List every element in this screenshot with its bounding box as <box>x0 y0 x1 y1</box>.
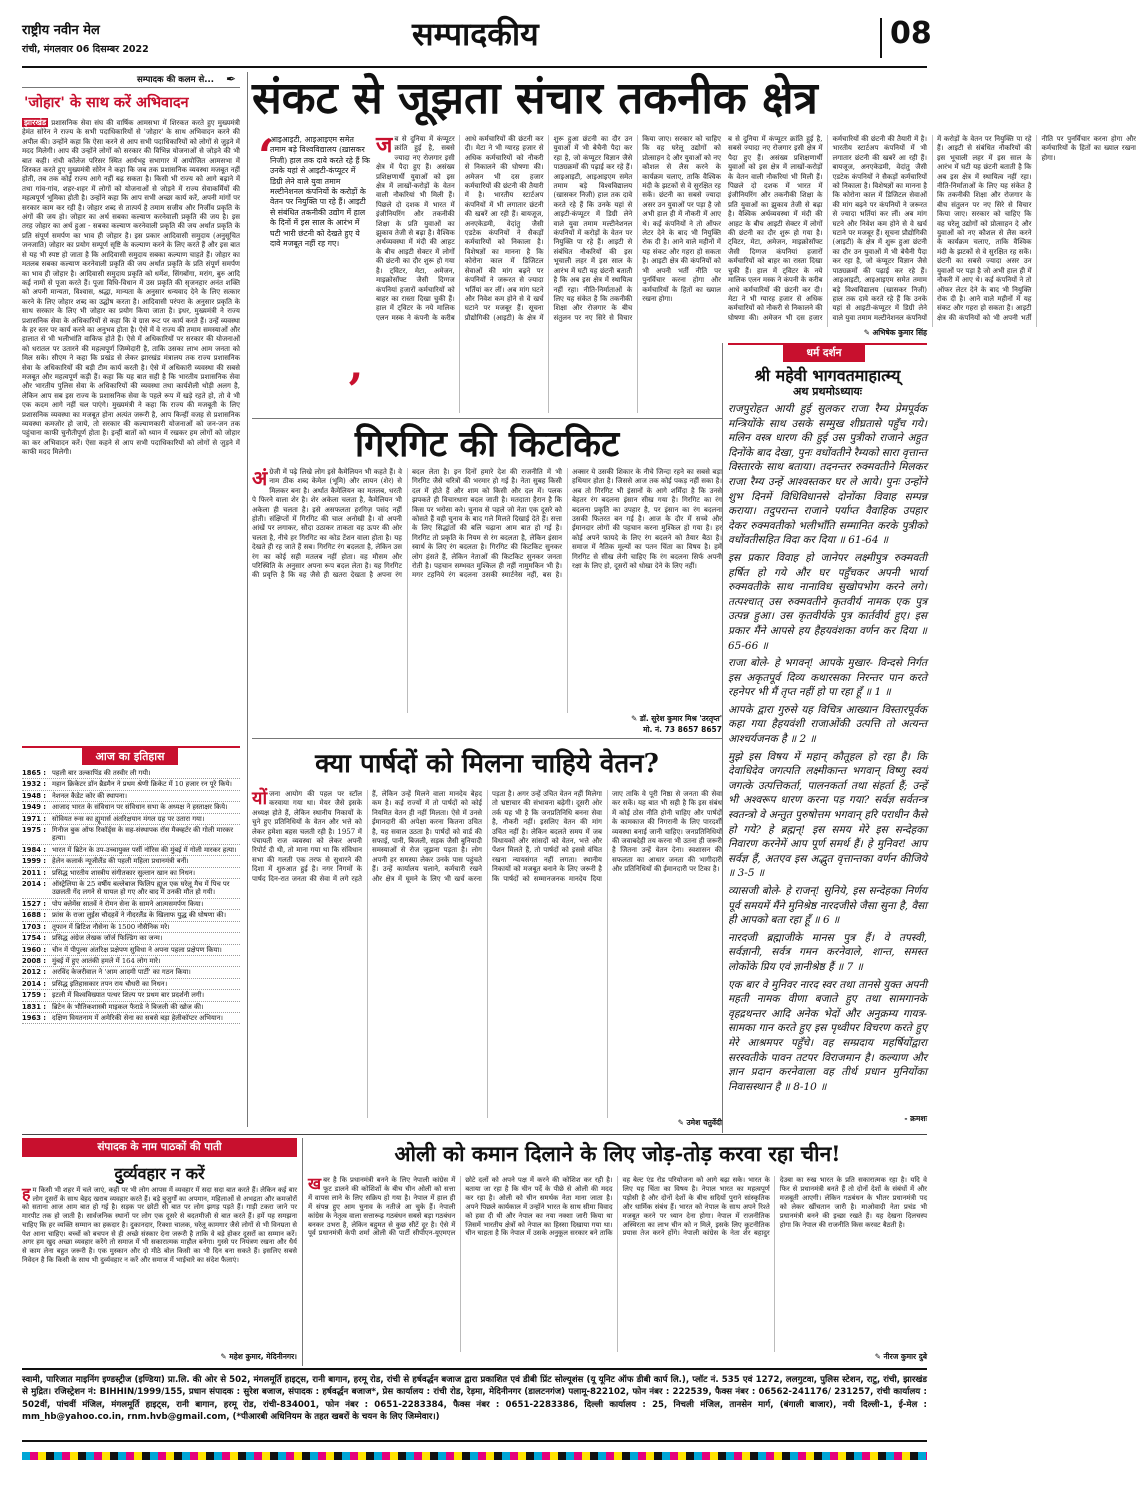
editorial-text: प्रशासनिक सेवा संघ की वार्षिक आमसभा में शिरकत करते हुए मुख्यमंत्री हेमंत सोरेन ने राज्य के सभी पदाधिकारियों से 'जोहार' के साथ अभिवादन करने की अपील की। उन्होंने कहा कि ऐसा करने से आप सभी पदाधिकारियों को लोगों से जुड़ने में मदद मिलेगी। आप की उन्होंने लोगों को सरकार की विभिन्न योजनाओं से जोड़ने की भी बात कही। रांची कॉलेज परिसर स्थित आर्यभट्ट सभागार में आयोजित आमसभा में शिरकत करते हुए मुख्यमंत्री सोरेन ने कहा कि जब तक प्रशासनिक व्यवस्था मजबूत नहीं होती, तब तक कोई राज्य आगे नहीं बढ़ सकता है। किसी भी राज्य को आगे बढ़ाने में तथा गांव-गांव, शहर-शहर में लोगों को योजनाओं से जोड़ने में राज्य सेवाकर्मियों की महत्वपूर्ण भूमिका होती है। उन्होंने कहा कि आप सभी अच्छा कार्य करें, अपनी मांगों पर सरकार काम कर रही है। जोहार शब्द से तात्पर्य है तमाम सजीव और निर्जीव प्रकृति के अंगों की जय हो। जोहार का अर्थ सबका कल्याण करनेवाली प्रकृति की जय है। इस तरह जोहार का अर्थ हुआ - सबका कल्याण करनेवाली प्रकृति की जय अर्थात प्रकृति के प्रति संपूर्ण समर्पण का भाव ही जोहार है। इस प्रकार आदिवासी समुदाय (अनुसूचित जनजाति) जोहार का प्रयोग सम्पूर्ण सृष्टि के कल्याण करने के लिए करते हैं और इस बात से यह भी स्पष्ट हो जाता है कि आदिवासी समुदाय सबका कल्याण चाहते हैं। जोहार का मतलब सबका कल्याण करनेवाली प्रकृति की जय अर्थात प्रकृति के प्रति संपूर्ण समर्पण का भाव ही जोहार है। आदिवासी समुदाय प्रकृति को धर्मेश, सिंगबोंगा, मरांग, बुरु आदि कई नामों से पूजा करते हैं। पूजा विधि-विधान में उस प्रकृति की सृजनहार अनंत शक्ति को अपनी मान्यता, विश्वास, श्रद्धा, मान्यता के अनुसार धन्यवाद देने के लिए सत्कार करने के लिए जोहार शब्द का उद्घोष करता है। आदिवासी परंपरा के अनुसार प्रकृति के साथ सरकार के लिए भी जोहार का प्रयोग किया जाता है। इधर, मुख्यमंत्री ने राज्य प्रशासनिक सेवा के अधिकारियों से कहा कि वे ग्रास रूट पर कार्य करते हैं। उन्हें व्यवस्था के हर स्तर पर कार्य करने का अनुभव होता है। ऐसे में वे राज्य की तमाम समस्याओं और हालात से भी भलीभांति वाकिफ होते हैं। ऐसे में अधिकारियों पर सरकार की योजनाओं को धरातल पर उतारने की महत्वपूर्ण जिम्मेदारी है, ताकि उसका लाभ आम जनता को मिल सके। सीएम ने कहा कि प्रखंड से लेकर झारखंड मंत्रालय तक राज्य प्रशासनिक सेवा के अधिकारियों की बड़ी टीम कार्य करती है। ऐसे में अधिकारी व्यवस्था की सबसे मजबूत और महत्वपूर्ण कड़ी हैं। कहा कि यह बात सही है कि भारतीय प्रशासनिक सेवा और भारतीय पुलिस सेवा के अधिकारियों की व्यवस्था तथा कार्यशैली थोड़ी अलग है, लेकिन आप सब इस राज्य के प्रशासनिक सेवा के पहले रूप में खड़े रहते हो, तो वे भी एक कदम आगे नहीं चल पाएंगे। मुख्यमंत्री ने कहा कि राज्य की मजबूती के लिए प्रशासनिक व्यवस्था का मजबूत होना अत्यंत जरूरी है, आप किन्हीं वजह से प्रशासनिक व्यवस्था कमजोर हो जाये, तो सरकार की कल्याणकारी योजनाओं को जन-जन तक पहुंचाना काफी चुनौतीपूर्ण होता है। इन्हीं बातों को ध्यान में रखकर हम लोगों को जोहार का कर अभिवादन करें। ऐसा कहने से आप सभी पदाधिकारियों को लोगों से जुड़ने में काफी मदद मिलेगी। <box>22 119 240 457</box>
page-number-divider <box>880 18 882 58</box>
main-pullquote <box>252 129 371 417</box>
history-text: ब्रिटेन के भौतिकशास्त्री माइकल फैराडे ने बिजली की खोज की। <box>52 1002 204 1011</box>
history-item <box>22 967 240 978</box>
letters-title: दुर्व्यवहार न करें <box>114 1164 205 1183</box>
history-item <box>22 956 240 967</box>
letters-text: म किसी भी शहर में चले जाएं, कहीं पर भी लोग आपस में व्यवहार में सदा सदा बात करते हैं। लेकिन कई बार लोग दूसरों के साथ बेहद खराब व्यवहार करते हैं। बड़े बुजुर्गों का अपमान, महिलाओं से अभद्रता और कमजोरों को सताना आज आम बात हो गई है। सड़क पर छोटी सी बात पर लोग झगड़ पड़ते हैं। गाड़ी टकरा जाने पर मारपीट तक हो जाती है। सार्वजनिक स्थानों पर लोग एक दूसरे से बदतमीजी से बात करते हैं। हमें यह समझना चाहिए कि हर व्यक्ति सम्मान का हकदार है। दुकानदार, रिक्शा चालक, घरेलू कामगार जैसे लोगों से भी विनम्रता से पेश आना चाहिए। बच्चों को बचपन से ही अच्छे संस्कार देना जरूरी है ताकि वे बड़े होकर दूसरों का सम्मान करें। अगर हम खुद अच्छा व्यवहार करेंगे तो समाज में भी सकारात्मक माहौल बनेगा। गुस्से पर नियंत्रण रखना और धैर्य से काम लेना बहुत जरूरी है। एक मुस्कान और दो मीठे बोल किसी का भी दिन बना सकते हैं। इसलिए सबसे निवेदन है कि किसी के साथ भी दुर्व्यवहार न करें और समाज में भाईचारे का संदेश फैलाएं। <box>22 1186 297 1264</box>
history-item <box>22 1013 240 1024</box>
history-year: 1688 : <box>22 911 47 920</box>
dharm-paragraph: मुझे इस विषय में महान् कौतूहल हो रहा है। कि देवाधिदेव जगत्पति लक्ष्मीकान्त भगवान् विष्णु स्वयं जगत्के उत्पत्तिकर्ता, पालनकर्ता तथा संहर्ता हैं; उन्हें भी अश्वरूप धारण करना पड़ गया? सर्वज्ञ सर्वतन्त्र स्वतन्त्रो वे अन्तुत पुरुषोत्तम भगवान् हरि पराधीन कैसे हो गये? हे ब्रह्मन्! इस समय मेरे इस सन्देहका निवारण करनेमें आप पूर्ण समर्थ हैं। हे मुनिवर! आप सर्वज्ञ हैं, अतएव इस अद्भुत वृत्तान्तका वर्णन कीजिये ॥ 3-5 ॥ <box>728 750 927 880</box>
parshad-dropcap: यों <box>252 788 268 809</box>
history-text: अरविंद केजरीवाल ने 'आम आदमी पार्टी' का गठन किया। <box>52 968 191 977</box>
main-story-text-cont: ब से दुनिया में कंप्यूटर क्रांति हुई है, सबसे ज्यादा नए रोजगार इसी क्षेत्र में पैदा हुए हैं। असंख्य प्रशिक्षणार्थी युवाओं को इस क्षेत्र में लाखों-करोड़ों के वेतन वाली नौकरियां भी मिली हैं। पिछले दो दशक में भारत में इंजीनियरिंग और तकनीकी शिक्षा के प्रति युवाओं का झुकाव तेजी से बढ़ा है। वैश्विक अर्थव्यवस्था में मंदी की आहट के बीच आइटी सेक्टर में लोगों की छंटनी का दौर शुरू हो गया है। ट्विटर, मेटा, अमेजन, माइक्रोसॉफ्ट जैसी दिग्गज कंपनियां हजारों कर्मचारियों को बाहर का रास्ता दिखा चुकी हैं। हाल में ट्विटर के नये मालिक एलन मस्क ने कंपनी के करीब आधे कर्मचारियों की छंटनी कर दी। मेटा ने भी ग्यारह हजार से अधिक कर्मचारियों को नौकरी से निकालने की घोषणा की। अमेजन भी दस हजार कर्मचारियों की छंटनी की तैयारी में है। भारतीय स्टार्टअप कंपनियों में भी लगातार छंटनी की खबरें आ रही हैं। बायजूज, अनएकेडमी, वेदांतु जैसी एडटेक कंपनियों ने सैकड़ों कर्मचारियों को निकाला है। विशेषज्ञों का मानना है कि कोरोना काल में डिजिटल सेवाओं की मांग बढ़ने पर कंपनियों ने जरूरत से ज्यादा भर्तियां कर लीं। अब मांग घटने और निवेश कम होने से वे खर्च घटाने पर मजबूर हैं। सूचना प्रौद्योगिकी (आइटी) के क्षेत्र में शुरू हुआ छंटनी का दौर उन युवाओं में भी बेचैनी पैदा कर रहा है, जो कंप्यूटर विज्ञान जैसे पाठ्यक्रमों की पढ़ाई कर रहे हैं। आइआइटी, आइआइएम समेत तमाम बड़े विश्वविद्यालय (खासकर निजी) हाल तक दावे करते रहे हैं कि उनके यहां से आइटी-कंप्यूटर में डिग्री लेने वाले युवा तमाम मल्टीनेशनल कंपनियों में करोड़ों के वेतन पर नियुक्ति पा रहे हैं। आइटी से संबंधित नौकरियों की इस भूचाली लहर में इस साल के आरंभ में घटी यह छंटनी बताती है कि अब इस क्षेत्र में स्थायित्व नहीं रहा। नीति-निर्माताओं के लिए यह संकेत है कि तकनीकी शिक्षा और रोजगार के बीच संतुलन पर नए सिरे से विचार किया जाए। सरकार को चाहिए कि वह घरेलू उद्योगों को प्रोत्साहन दे और युवाओं को नए कौशल से लैस करने के कार्यक्रम चलाए, ताकि वैश्विक मंदी के झटकों से वे सुरक्षित रह सकें। छंटनी का सबसे ज्यादा असर उन युवाओं पर पड़ा है जो अभी हाल ही में नौकरी में आए थे। कई कंपनियों ने तो ऑफर लेटर देने के बाद भी नियुक्ति रोक दी है। आने वाले महीनों में यह संकट और गहरा हो सकता है। आइटी क्षेत्र की कंपनियों को भी अपनी भर्ती नीति पर पुनर्विचार करना होगा और कर्मचारियों के हितों का ख्याल रखना होगा। <box>728 135 1136 322</box>
dharm-title: श्री महेवी भागवतमाहात्म्य् <box>754 366 901 385</box>
dharm-paragraph: एक बार वे मुनिवर नारद स्वर तथा तानसे युक्त अपनी महती नामक वीणा बजाते हुए तथा सामगानके वृहद्रथन्तर आदि अनेक भेदों और अनुक्रम्य गायत्र-सामका गान करते हुए इस पृथ्वीपर विचरण करते हुए मेरे आश्रमपर पहुँचे। वह सम्प्रदाय महर्षियोंद्वारा सरस्वतीके पावन तटपर विराजमान है। कल्याण और ज्ञान प्रदान करनेवाला वह तीर्थ प्रधान मुनियोंका निवासस्थान है ॥ 8-10 ॥ <box>728 978 927 1093</box>
oli-dropcap: ख <box>308 1174 322 1193</box>
parshad-headline: क्या पार्षदों को मिलना चाहिये वेतन? <box>315 749 659 779</box>
parshad-text: जना आयोग की पहल पर स्टॉल करवाया गया था। मेयर जैसे इसके अध्यक्ष होते हैं, लेकिन स्थानीय निकायों के चुने हुए प्रतिनिधियों के वेतन और भत्ते को लेकर हमेशा बहस चलती रही है। 1957 में पंचायती राज व्यवस्था को लेकर अपनी रिपोर्ट दी थी, तो माना गया था कि संविधान सभा की गलती एक तरफ से सुधारने की दिशा में शुरुआत हुई है। नगर निगमों के पार्षद दिन-रात जनता की सेवा में लगे रहते हैं, लेकिन उन्हें मिलने वाला मानदेय बेहद कम है। कई राज्यों में तो पार्षदों को कोई नियमित वेतन ही नहीं मिलता। ऐसे में उनसे ईमानदारी की अपेक्षा करना कितना उचित है, यह सवाल उठता है। पार्षदों को वार्ड की सफाई, पानी, बिजली, सड़क जैसी बुनियादी समस्याओं से रोज जूझना पड़ता है। लोग अपनी हर समस्या लेकर उनके पास पहुंचते हैं। उन्हें कार्यालय चलाने, कर्मचारी रखने और क्षेत्र में घूमने के लिए भी खर्च करना पड़ता है। अगर उन्हें उचित वेतन नहीं मिलेगा तो भ्रष्टाचार की संभावना बढ़ेगी। दूसरी ओर तर्क यह भी है कि जनप्रतिनिधि बनना सेवा है, नौकरी नहीं। इसलिए वेतन की मांग उचित नहीं है। लेकिन बदलते समय में जब विधायकों और सांसदों को वेतन, भत्ते और पेंशन मिलते हैं, तो पार्षदों को इससे वंचित रखना न्यायसंगत नहीं लगता। स्थानीय निकायों को मजबूत बनाने के लिए जरूरी है कि पार्षदों को सम्मानजनक मानदेय दिया जाए ताकि वे पूरी निष्ठा से जनता की सेवा कर सकें। यह बात भी सही है कि इस संबंध में कोई ठोस नीति होनी चाहिए और पार्षदों के कामकाज की निगरानी के लिए पारदर्शी व्यवस्था बनाई जानी चाहिए। जनप्रतिनिधियों की जवाबदेही तय करना भी उतना ही जरूरी है जितना उन्हें वेतन देना। स्वशासन की सफलता का आधार जनता की भागीदारी और प्रतिनिधियों की ईमानदारी पर टिका है। <box>252 790 722 883</box>
main-byline-text: अभिषेक कुमार सिंह <box>872 328 927 337</box>
history-item <box>22 779 240 790</box>
imprint-top-rule <box>22 1368 927 1370</box>
editor-pen <box>22 72 240 88</box>
dharm-paragraph: नारदजी ब्रह्माजीके मानस पुत्र हैं। वे तपस्वी, सर्वज्ञानी, सर्वत्र गमन करनेवाले, शान्त, समस्त लोकोंके प्रिय एवं ज्ञानीश्रेष्ठ हैं ॥ 7 ॥ <box>728 931 927 973</box>
history-year: 1527 : <box>22 899 47 908</box>
history-year: 1759 : <box>22 991 47 1000</box>
pen-small-icon-2: ✎ <box>630 714 640 723</box>
history-item <box>22 768 240 779</box>
pen-small-icon-5: ✎ <box>874 1352 884 1361</box>
history-year: 2011 : <box>22 868 47 877</box>
dharm-paragraph: राजा बोले- हे भगवन्! आपके मुखार- विन्दसे निर्गत इस अकृतपूर्व दिव्य कथारसका निरन्तर पान करते रहनेपर भी मैं तृप्त नहीं हो पा रहा हूँ ॥ 1 ॥ <box>728 657 927 699</box>
history-year: 1984 : <box>22 845 47 854</box>
dharm-bar-label: धर्म दर्शन <box>783 345 865 362</box>
history-year: 1949 : <box>22 803 47 812</box>
history-header <box>22 746 240 764</box>
quote-close-icon: ’ <box>347 363 364 417</box>
page-number: 08 <box>890 16 932 51</box>
history-text: सोवियत रूस का ह्यूमार्स अंतरिक्षयान मंगल ग्रह पर उतारा गया। <box>52 814 205 823</box>
history-text: आजाद भारत के संविधान पर संविधान सभा के अध्यक्ष ने हस्ताक्षर किये। <box>52 803 228 812</box>
history-text: भारत में ब्रिटेन के उप-उच्चायुक्त पर्सी नॉरिस की मुंबई में गोली मारकर हत्या। <box>52 845 237 854</box>
history-year: 1703 : <box>22 922 47 931</box>
oli-text: बर है कि प्रधानमंत्री बनने के लिए नेपाली कांग्रेस में फूट डालने की कोशिशों के बीच चीन ओली को सत्ता में वापस लाने के लिए सक्रिय हो गया है। नेपाल में हाल ही में संपन्न हुए आम चुनाव के नतीजे आ चुके हैं। नेपाली कांग्रेस के नेतृत्व वाला सत्तारूढ़ गठबंधन सबसे बड़ा गठबंधन बनकर उभरा है, लेकिन बहुमत से कुछ सीटें दूर है। ऐसे में पूर्व प्रधानमंत्री केपी शर्मा ओली की पार्टी सीपीएन-यूएमएल छोटे दलों को अपने पक्ष में करने की कोशिश कर रही है। बताया जा रहा है कि चीन पर्दे के पीछे से ओली की मदद कर रहा है। ओली को चीन समर्थक नेता माना जाता है। अपने पिछले कार्यकाल में उन्होंने भारत के साथ सीमा विवाद को हवा दी थी और नेपाल का नया नक्शा जारी किया था जिसमें भारतीय क्षेत्रों को नेपाल का हिस्सा दिखाया गया था। चीन चाहता है कि नेपाल में उसके अनुकूल सरकार बने ताकि वह बेल्ट एंड रोड परियोजना को आगे बढ़ा सके। भारत के लिए यह चिंता का विषय है। नेपाल भारत का महत्वपूर्ण पड़ोसी है और दोनों देशों के बीच सदियों पुराने सांस्कृतिक और धार्मिक संबंध हैं। भारत को नेपाल के साथ अपने रिश्ते मजबूत करने पर ध्यान देना होगा। नेपाल में राजनीतिक अस्थिरता का लाभ चीन को न मिले, इसके लिए कूटनीतिक प्रयास तेज करने होंगे। नेपाली कांग्रेस के नेता शेर बहादुर देउबा का रुख भारत के प्रति सकारात्मक रहा है। यदि वे फिर से प्रधानमंत्री बनते हैं तो दोनों देशों के संबंधों में और मजबूती आएगी। लेकिन गठबंधन के भीतर प्रधानमंत्री पद को लेकर खींचतान जारी है। माओवादी नेता प्रचंड भी प्रधानमंत्री बनने की इच्छा रखते हैं। यह देखना दिलचस्प होगा कि नेपाल की राजनीति किस करवट बैठती है। <box>308 1176 927 1238</box>
history-year: 1999 : <box>22 857 47 866</box>
history-text: प्रसिद्ध भारतीय शास्त्रीय संगीतकार सुल्तान खान का निधन। <box>52 868 196 877</box>
pullquote-text: आइआइटी, आइआइएम समेत तमाम बड़े विश्वविद्यालय (ख़ासकर निजी) हाल तक दावे करते रहे हैं कि उनके यहां से आइटी-कंप्यूटर में डिग्री लेने वाले युवा तमाम मल्टीनेशनल कंपनियों के करोड़ों के वेतन पर नियुक्ति पा रहे हैं। आइटी से संबंधित तकनीकी उद्योग में हाल के दिनों में इस साल के आरंभ में घटी भारी छंटनी को देखते हुए ये दावे मजबूत नहीं रह गए। <box>270 135 371 249</box>
history-year: 1960 : <box>22 945 47 954</box>
history-text: ऑस्ट्रेलिया के 25 वर्षीय बल्लेबाज फिलिप ह्यूज एक घरेलू मैच में पिच पर उछलती गेंद लगने से घायल हो गए और बाद में उनकी मौत हो गयी। <box>52 880 230 897</box>
history-year: 2014 : <box>22 979 47 988</box>
history-text: चीन में पीपुल्स अंतरिक्ष प्रक्षेपण सुविधा ने अपना पहला प्रक्षेपण किया। <box>52 945 222 954</box>
pen-small-icon-4: ✎ <box>220 1352 230 1361</box>
history-item <box>22 825 240 845</box>
letters-dropcap: ह <box>22 1184 31 1203</box>
history-item <box>22 979 240 990</box>
letters-byline <box>22 1352 297 1362</box>
history-text: मुंबई में हुए आतंकी हमले में 164 लोग मारे। <box>52 956 161 965</box>
parshad-byline <box>252 1118 722 1128</box>
editorial-dateline: झारखंड <box>24 118 47 127</box>
dharm-paragraph: इस प्रकार विवाह हो जानेपर लक्ष्मीपुत्र रुक्मवती हर्षित हो गये और घर पहुँचकर अपनी भार्या रुक्मवतीके साथ नानाविध सुखोपभोग करने लगे। तत्पश्चात् उस रुक्मवतीने कृतवीर्य नामक एक पुत्र उत्पन्न हुआ। उस कृतवीर्यके पुत्र कार्तवीर्य हुए। इस प्रकार मैंने आपसे हय हैहयवंशका वर्णन कर दिया ॥ 65-66 ॥ <box>728 551 927 652</box>
history-year: 1865 : <box>22 769 47 777</box>
history-item <box>22 868 240 879</box>
oli-byline <box>308 1352 927 1362</box>
history-title: आज का इतिहास <box>82 748 178 765</box>
main-byline <box>728 328 927 338</box>
history-item <box>22 845 240 856</box>
dharm-paragraph: राजपुरोहत आयी हुई सुलकर राजा रैम्य प्रेमपूर्वक मन्त्रियोंके साथ उसके सम्मुख शीघ्रतासे पहुँच गये। मलिन वस्त्र धारण की हुई उस पुत्रीको राजाने अहुत दिनोंके बाद देखा, पुनः वधोंवतीने रैम्यको सारा वृत्तान्त विस्तारके साथ बताया। तदनन्तर रुक्मवतीने मिलकर राजा रैम्य उन्हें आश्वस्तकर घर ले आये। पुनः उन्होंने शुभ दिनमें विधिविधानसे दोनोंका विवाह सम्पन्न कराया। तदुपरान्त राजाने पर्याप्त वैवाहिक उपहार देकर रुक्मवतीको भलीभाँति सम्मानित करके पुत्रीको वधोंवतीसहित विदा कर दिया ॥ 61-64 ॥ <box>728 403 927 547</box>
history-list <box>22 768 240 1108</box>
history-item <box>22 814 240 825</box>
main-story-rule <box>252 418 722 419</box>
history-year: 1754 : <box>22 934 47 943</box>
pen-small-icon: ✎ <box>863 328 873 337</box>
girgit-dropcap: अं <box>252 466 268 490</box>
history-item <box>22 899 240 910</box>
history-item <box>22 910 240 921</box>
history-item <box>22 933 240 944</box>
history-item <box>22 856 240 867</box>
dharm-body <box>728 402 927 1114</box>
history-text: गिनीज बुक ऑफ रिकॉर्ड्स के सह-संस्थापक रॉस मैक्व्हर्टर की गोली मारकर हत्या। <box>52 826 234 843</box>
girgit-text: ग्रेजी में पढ़े लिखे लोग इसे कैमेलियन भी कहते हैं। वे नाम ठीक शब्द केमेल (भूमि) और लायन (शेर) से मिलकर बना है। अर्थात कैमेलियन का मतलब, धरती पे फिरने वाला शेर है। शेर अकेला चलता है, कैमेलियन भी अकेला ही चलता है। इसे असफलता हरगिज़ पसंद नहीं होती। संक्षिप्तों में गिरगिट की चाल अनोखी है। वो अपनी आंखें पर लगाकर, सौदा उठाकर ताकता वह ऊपर की ओर चलता है, नीचे हर गिरगिट का कोड टेंशन वाला होता है। यह देखते ही रह जाते हैं सब। गिरगिट रंग बदलता है, लेकिन उस रंग का कोई सही मतलब नहीं होता। वह मौसम और परिस्थिति के अनुसार अपना रूप बदल लेता है। यह गिरगिट की प्रवृत्ति है कि वह जैसे ही खतरा देखता है अपना रंग बदल लेता है। इन दिनों हमारे देश की राजनीति में भी गिरगिट जैसे चरित्रों की भरमार हो गई है। नेता सुबह किसी दल में होते हैं और शाम को किसी और दल में। पलक झपकते ही विचारधारा बदल जाती है। मतदाता हैरान है कि किस पर भरोसा करे। चुनाव से पहले जो नेता एक दूसरे को कोसते हैं वही चुनाव के बाद गले मिलते दिखाई देते हैं। सत्ता के लिए सिद्धांतों की बलि चढ़ाना आम बात हो गई है। गिरगिट तो प्रकृति के नियम से रंग बदलता है, लेकिन इंसान स्वार्थ के लिए रंग बदलता है। गिरगिट की किटकिट सुनकर लोग हंसते हैं, लेकिन नेताओं की किटकिट सुनकर जनता रोती है। पहचान सम्भवत मुश्किल ही नहीं नामुमकिन भी है। मगर टहनिये रंग बदलना उसकी स्मार्टनेस नहीं, बस है। अक्सर ये उसकी शिकार के नीचे जिन्दा रहने का सबसे बड़ा हथियार होता है। जिससे आज तक कोई पकड़ नहीं सका है। अब तो गिरगिट भी इंसानों के आगे शर्मिंदा है कि उनसे बेहतर रंग बदलना इंसान सीख गया है। गिरगिट का रंग बदलना प्रकृति का उपहार है, पर इंसान का रंग बदलना उसकी फितरत बन गई है। आज के दौर में सच्चे और ईमानदार लोगों की पहचान करना मुश्किल हो गया है। हर कोई अपने फायदे के लिए रंग बदलने को तैयार बैठा है। समाज में नैतिक मूल्यों का पतन चिंता का विषय है। हमें गिरगिट से सीख लेनी चाहिए कि रंग बदलना सिर्फ अपनी रक्षा के लिए हो, दूसरों को धोखा देने के लिए नहीं। <box>252 468 722 580</box>
parshad-byline-text: उमेश चतुर्वेदी <box>686 1118 722 1127</box>
history-text: प्रसिद्ध अंग्रेज लेखक जॉर्ज फिल्डिंग का जन्म। <box>52 934 163 943</box>
history-item <box>22 1002 240 1013</box>
history-text: पहली बार उल्कापिंड की तस्वीर ली गयी। <box>52 769 151 777</box>
parshad-body <box>252 790 722 1118</box>
history-text: महान क्रिकेटर डॉन ब्रैडमैन ने प्रथम श्रेणी क्रिकेट में 10 हजार रन पूरे किये। <box>52 780 232 789</box>
quote-open-icon: ‘ <box>258 129 275 183</box>
right-column-rule <box>722 343 723 1133</box>
imprint-bottom-rule <box>22 1440 927 1442</box>
history-year: 1963 : <box>22 1013 47 1022</box>
main-story-text: ब से दुनिया में कंप्यूटर क्रांति हुई है, सबसे ज्यादा नए रोजगार इसी क्षेत्र में पैदा हुए हैं। असंख्य प्रशिक्षणार्थी युवाओं को इस क्षेत्र में लाखों-करोड़ों के वेतन वाली नौकरियां भी मिली हैं। पिछले दो दशक में भारत में इंजीनियरिंग और तकनीकी शिक्षा के प्रति युवाओं का झुकाव तेजी से बढ़ा है। वैश्विक अर्थव्यवस्था में मंदी की आहट के बीच आइटी सेक्टर में लोगों की छंटनी का दौर शुरू हो गया है। ट्विटर, मेटा, अमेजन, माइक्रोसॉफ्ट जैसी दिग्गज कंपनियां हजारों कर्मचारियों को बाहर का रास्ता दिखा चुकी हैं। हाल में ट्विटर के नये मालिक एलन मस्क ने कंपनी के करीब आधे कर्मचारियों की छंटनी कर दी। मेटा ने भी ग्यारह हजार से अधिक कर्मचारियों को नौकरी से निकालने की घोषणा की। अमेजन भी दस हजार कर्मचारियों की छंटनी की तैयारी में है। भारतीय स्टार्टअप कंपनियों में भी लगातार छंटनी की खबरें आ रही हैं। बायजूज, अनएकेडमी, वेदांतु जैसी एडटेक कंपनियों ने सैकड़ों कर्मचारियों को निकाला है। विशेषज्ञों का मानना है कि कोरोना काल में डिजिटल सेवाओं की मांग बढ़ने पर कंपनियों ने जरूरत से ज्यादा भर्तियां कर लीं। अब मांग घटने और निवेश कम होने से वे खर्च घटाने पर मजबूर हैं। सूचना प्रौद्योगिकी (आइटी) के क्षेत्र में शुरू हुआ छंटनी का दौर उन युवाओं में भी बेचैनी पैदा कर रहा है, जो कंप्यूटर विज्ञान जैसे पाठ्यक्रमों की पढ़ाई कर रहे हैं। आइआइटी, आइआइएम समेत तमाम बड़े विश्वविद्यालय (खासकर निजी) हाल तक दावे करते रहे हैं कि उनके यहां से आइटी-कंप्यूटर में डिग्री लेने वाले युवा तमाम मल्टीनेशनल कंपनियों में करोड़ों के वेतन पर नियुक्ति पा रहे हैं। आइटी से संबंधित नौकरियों की इस भूचाली लहर में इस साल के आरंभ में घटी यह छंटनी बताती है कि अब इस क्षेत्र में स्थायित्व नहीं रहा। नीति-निर्माताओं के लिए यह संकेत है कि तकनीकी शिक्षा और रोजगार के बीच संतुलन पर नए सिरे से विचार किया जाए। सरकार को चाहिए कि वह घरेलू उद्योगों को प्रोत्साहन दे और युवाओं को नए कौशल से लैस करने के कार्यक्रम चलाए, ताकि वैश्विक मंदी के झटकों से वे सुरक्षित रह सकें। छंटनी का सबसे ज्यादा असर उन युवाओं पर पड़ा है जो अभी हाल ही में नौकरी में आए थे। कई कंपनियों ने तो ऑफर लेटर देने के बाद भी नियुक्ति रोक दी है। आने वाले महीनों में यह संकट और गहरा हो सकता है। आइटी क्षेत्र की कंपनियों को भी अपनी भर्ती नीति पर पुनर्विचार करना होगा और कर्मचारियों के हितों का ख्याल रखना होगा। <box>376 135 721 322</box>
history-item <box>22 879 240 899</box>
main-story-body-cont <box>728 135 1136 327</box>
history-year: 2012 : <box>22 968 47 977</box>
dharm-paragraph: आपके द्वारा गुरुसे यह विचित्र आख्यान विस्तारपूर्वक कहा गया हैहयवंशी राजाओंकी उत्पत्ति तो अत्यन्त आश्चर्यजनक है ॥ 2 ॥ <box>728 703 927 746</box>
history-item <box>22 922 240 933</box>
oli-byline-text: नीरज कुमार दुबे <box>883 1352 927 1361</box>
letters-bar-label: संपादक के नाम पाठकों की पाती <box>97 1141 222 1153</box>
letters-bar <box>22 1138 297 1157</box>
girgit-byline <box>252 713 722 735</box>
bottom-section-rule <box>22 1134 927 1135</box>
letters-body <box>22 1186 297 1351</box>
oli-headline: ओली को कमान दिलाने के लिए जोड़-तोड़ करवा रहा चीन! <box>394 1141 841 1166</box>
girgit-author: डॉ. सुरेश कुमार मिश्र 'उरतृप्त' <box>639 714 722 723</box>
history-text: पोप क्लेमेंस सातवें ने रोमन सेना के सामने आत्मसमर्पण किया। <box>52 899 204 908</box>
masthead <box>22 14 932 66</box>
history-year: 2014 : <box>22 880 47 889</box>
history-year: 1932 : <box>22 780 47 789</box>
dateline: रांची, मंगलवार 06 दिसम्बर 2022 <box>22 44 149 55</box>
left-column-rule <box>247 72 248 1127</box>
history-year: 1948 : <box>22 791 47 800</box>
editorial-body <box>22 118 240 740</box>
history-year: 1975 : <box>22 826 47 835</box>
history-item <box>22 945 240 956</box>
history-text: दक्षिण वियतनाम में अमेरिकी सेना का सबसे बड़ा हेलीकॉप्टर अभियान। <box>52 1013 223 1022</box>
history-text: फ्रांस के राजा लुईस चौदहवें ने नीदरलैंड के खिलाफ युद्ध की घोषणा की। <box>52 911 227 920</box>
dharm-paragraph: व्यासजी बोले- हे राजन्! सुनिये, इस सन्देहका निर्णय पूर्व समयमें मैंने मुनिश्रेष्ठ नारदजीसे जैसा सुना है, वैसा ही आपको बता रहा हूँ ॥ 6 ॥ <box>728 885 927 927</box>
history-year: 2008 : <box>22 956 47 965</box>
color-registration-strip <box>22 1452 927 1460</box>
main-story-body <box>376 135 721 413</box>
paper-name: राष्ट्रीय नवीन मेल <box>22 23 100 38</box>
main-headline: संकट से जूझता संचार तकनीक क्षेत्र <box>252 73 818 124</box>
main-dropcap: ज <box>376 133 393 158</box>
history-text: हेलेन कलार्क न्यूजीलैंड की पहली महिला प्रधानमंत्री बनीं। <box>52 857 189 866</box>
history-text: तूफान में ब्रिटिश नौसेना के 1500 नौसैनिक मरे। <box>52 922 170 931</box>
imprint: स्वामी, पारिजात माइनिंग इण्डस्ट्रीज (इण्डिया) प्रा.लि. की ओर से 502, मंगलमूर्ति हाइट्स, रानी बागान, हरमू रोड, रांची से हर्षवर्द्धन बजाज द्वारा प्रकाशित एवं डीबी प्रिंट सोल्यूशंस (यू यूनिट ऑफ डीबी कार्प लि.), प्लॉट नं. 535 एवं 1272, ललगुटवा, पुलिस स्टेशन, राटु, रांची, झारखंड से मुद्रित। रजिस्ट्रेशन नं: BIHHIN/1999/155, प्रधान संपादक : सुरेश बजाज, संपादक : हर्षवर्द्धन बजाज*, प्रेस कार्यालय : रांची रोड, रेड़मा, मेदिनीनगर (डालटनगंज) पलामू-822102, फोन नंबर : 222539, फैक्स नंबर : 06562-241176/ 231257, रांची कार्यालय : 502वीं, पांचवीं मंजिल, मंगलमूर्ति हाइट्स, रानी बागान, हरमू रोड, रांची-834001, फोन नंबर : 0651-2283384, फैक्स नंबर : 0651-2283386, दिल्ली कार्यालय : 25, निचली मंजिल, तानसेन मार्ग, (बंगाली बाजार), नयी दिल्ली-1, ई-मेल : mm_hb@yahoo.co.in, rnm.hvb@gmail.com, (*पीआरबी अधिनियम के तहत खबरों के चयन के लिए जिम्मेवार।) <box>22 1375 927 1422</box>
history-year: 1831 : <box>22 1002 47 1011</box>
editorial-title: 'जोहार' के साथ करें अभिवादन <box>24 95 189 111</box>
history-item <box>22 990 240 1001</box>
letters-byline-text: महेश कुमार, मेदिनीनगर। <box>229 1352 297 1361</box>
history-text: प्रसिद्ध इतिहासकार तपन राय चौधरी का निधन। <box>52 979 168 988</box>
girgit-contact: मो. नं. 73 8657 8657 <box>643 725 722 734</box>
history-text: इटली में विश्वविख्यात पत्थर शिल्प पर प्रथम बार प्रदर्शनी लगी। <box>52 991 205 1000</box>
girgit-rule <box>252 738 722 739</box>
girgit-body <box>252 468 722 713</box>
history-item <box>22 791 240 802</box>
letters-rule <box>302 1138 303 1366</box>
pen-icon: ✒ <box>225 72 236 86</box>
dharm-byline: - क्रमशः <box>904 1114 927 1123</box>
masthead-rule <box>22 66 927 68</box>
history-year: 1971 : <box>22 814 47 823</box>
oli-body <box>308 1176 927 1352</box>
section-title: सम्पादकीय <box>412 15 539 53</box>
dharm-bar <box>728 343 927 361</box>
history-text: नेशनल कैडेट कोर की स्थापना। <box>52 791 128 800</box>
pen-small-icon-3: ✎ <box>677 1118 687 1127</box>
editor-pen-label: सम्पादक की कलम से... <box>137 75 214 85</box>
dharm-subtitle: अथ प्रथमोऽध्यायः <box>792 385 863 398</box>
girgit-headline: गिरगिट की किटकिट <box>354 423 620 465</box>
history-item <box>22 802 240 813</box>
